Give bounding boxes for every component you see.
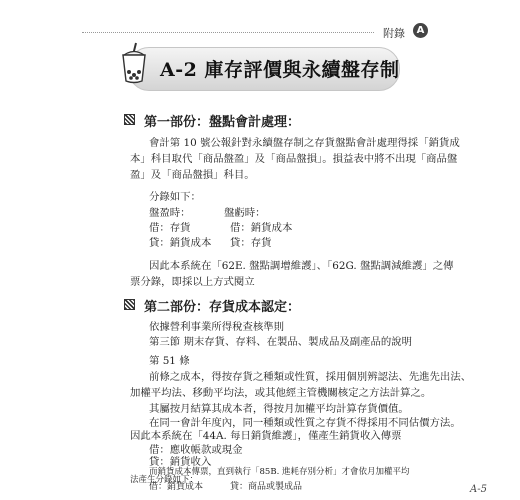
page-number: A-5 (470, 484, 487, 495)
section2-para3-line2: 因此本系統在「44A. 每日銷貨維護」，僅產生銷貨收入傳票 (130, 430, 402, 442)
entry2-credit: 貸：商品或製成品 (230, 482, 303, 492)
appendix-label: 附錄 (383, 27, 405, 40)
section2-para4-line1: 而銷貨成本傳票，直到執行「85B. 進耗存別分析」才會依月加權平均 (149, 467, 410, 477)
header-dotted-rule (82, 32, 374, 33)
gain-credit: 貸：銷貨成本 (149, 237, 212, 249)
section1-para2-line2: 票分錄，即採以上方式閱立 (130, 276, 255, 288)
hatched-square-icon (124, 299, 135, 310)
entry-heading: 分錄如下： (149, 191, 201, 203)
regulation-article: 第 51 條 (149, 355, 190, 367)
section2-para2: 其屬按月結算其成本者，得按月加權平均計算存貨價值。 (149, 403, 409, 415)
section2-para4-line2: 法產生分錄如下： (130, 475, 199, 485)
regulation-basis: 依據營利事業所得稅查核準則 (149, 321, 285, 333)
section2-para1-line2: 加權平均法、移動平均法，或其他經主管機關核定之方法計算之。 (130, 387, 432, 399)
loss-label: 盤虧時： (224, 207, 266, 219)
banner-title: A-2 庫存評價與永續盤存制 (160, 59, 400, 81)
appendix-badge: A (413, 23, 428, 38)
gain-debit: 借：存貨 (149, 222, 191, 234)
section1-para1-line2: 本」科目取代「商品盤盈」及「商品盤損」。損益表中將不出現「商品盤 (130, 153, 458, 165)
loss-debit: 借：銷貨成本 (230, 222, 293, 234)
entry2-debit: 借：銷貨成本 (149, 482, 204, 492)
section2-title: 第二部份：存貨成本認定： (144, 300, 301, 315)
section2-heading (124, 296, 300, 315)
entry1-credit: 貸：銷貨收入 (149, 456, 212, 468)
section1-para2-line1: 因此本系統在「62E. 盤點調增維護」、「62G. 盤點調減維護」之傳 (149, 260, 454, 272)
gain-label: 盤盈時： (149, 207, 191, 219)
section2-para1-line1: 前條之成本，得按存貨之種類或性質，採用個別辨認法、先進先出法、 (149, 371, 472, 383)
section1-para1-line3: 盈」及「商品盤損」科目。 (130, 169, 255, 181)
section1-para1-line1: 會計第 10 號公報針對永續盤存制之存貨盤點會計處理得採「銷貨成 (149, 137, 460, 149)
section1-title: 第一部份：盤點會計處理： (144, 115, 301, 130)
regulation-chapter: 第三節 期末存貨、存料、在製品、製成品及副產品的說明 (149, 336, 413, 348)
loss-credit: 貸：存貨 (230, 237, 272, 249)
section2-para3-line1: 在同一會計年度內，同一種類或性質之存貨不得採用不同估價方法。 (149, 417, 461, 429)
hatched-square-icon (124, 114, 135, 125)
section1-heading (124, 111, 300, 130)
entry1-debit: 借：應收帳款或現金 (149, 444, 243, 456)
bubble-tea-icon (118, 41, 150, 85)
